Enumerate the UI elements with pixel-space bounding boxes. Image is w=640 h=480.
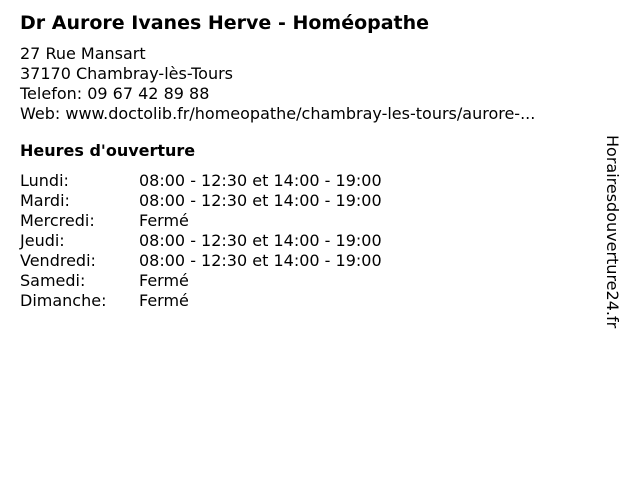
- hours-value-wednesday: Fermé: [139, 211, 189, 230]
- day-label-sunday: Dimanche:: [20, 291, 107, 310]
- business-name: Dr Aurore Ivanes Herve - Homéopathe: [20, 12, 430, 34]
- hours-value-sunday: Fermé: [139, 291, 189, 310]
- hours-row-saturday: [20, 271, 610, 291]
- hours-value-friday: 08:00 - 12:30 et 14:00 - 19:00: [139, 251, 382, 270]
- hours-row-friday: [20, 251, 610, 271]
- hours-row-monday: [20, 171, 610, 191]
- contact-details: [20, 44, 610, 124]
- day-label-friday: Vendredi:: [20, 251, 96, 270]
- address-city: 37170 Chambray-lès-Tours: [20, 64, 234, 83]
- hours-row-thursday: [20, 231, 610, 251]
- hours-value-tuesday: 08:00 - 12:30 et 14:00 - 19:00: [139, 191, 382, 210]
- hours-value-saturday: Fermé: [139, 271, 189, 290]
- opening-hours-heading: Heures d'ouverture: [20, 141, 196, 160]
- hours-row-sunday: [20, 291, 610, 311]
- hours-row-tuesday: [20, 191, 610, 211]
- business-card: [20, 10, 610, 311]
- site-watermark: Horairesdouverture24.fr: [603, 135, 622, 329]
- day-label-monday: Lundi:: [20, 171, 69, 190]
- day-label-thursday: Jeudi:: [20, 231, 65, 250]
- phone-number[interactable]: Telefon: 09 67 42 89 88: [20, 84, 210, 103]
- hours-value-monday: 08:00 - 12:30 et 14:00 - 19:00: [139, 171, 382, 190]
- address-street: 27 Rue Mansart: [20, 44, 146, 63]
- day-label-tuesday: Mardi:: [20, 191, 70, 210]
- day-label-saturday: Samedi:: [20, 271, 86, 290]
- opening-hours-table: [20, 171, 610, 311]
- day-label-wednesday: Mercredi:: [20, 211, 95, 230]
- hours-row-wednesday: [20, 211, 610, 231]
- website-link[interactable]: Web: www.doctolib.fr/homeopathe/chambray-les-tours/aurore-...: [20, 104, 536, 123]
- hours-value-thursday: 08:00 - 12:30 et 14:00 - 19:00: [139, 231, 382, 250]
